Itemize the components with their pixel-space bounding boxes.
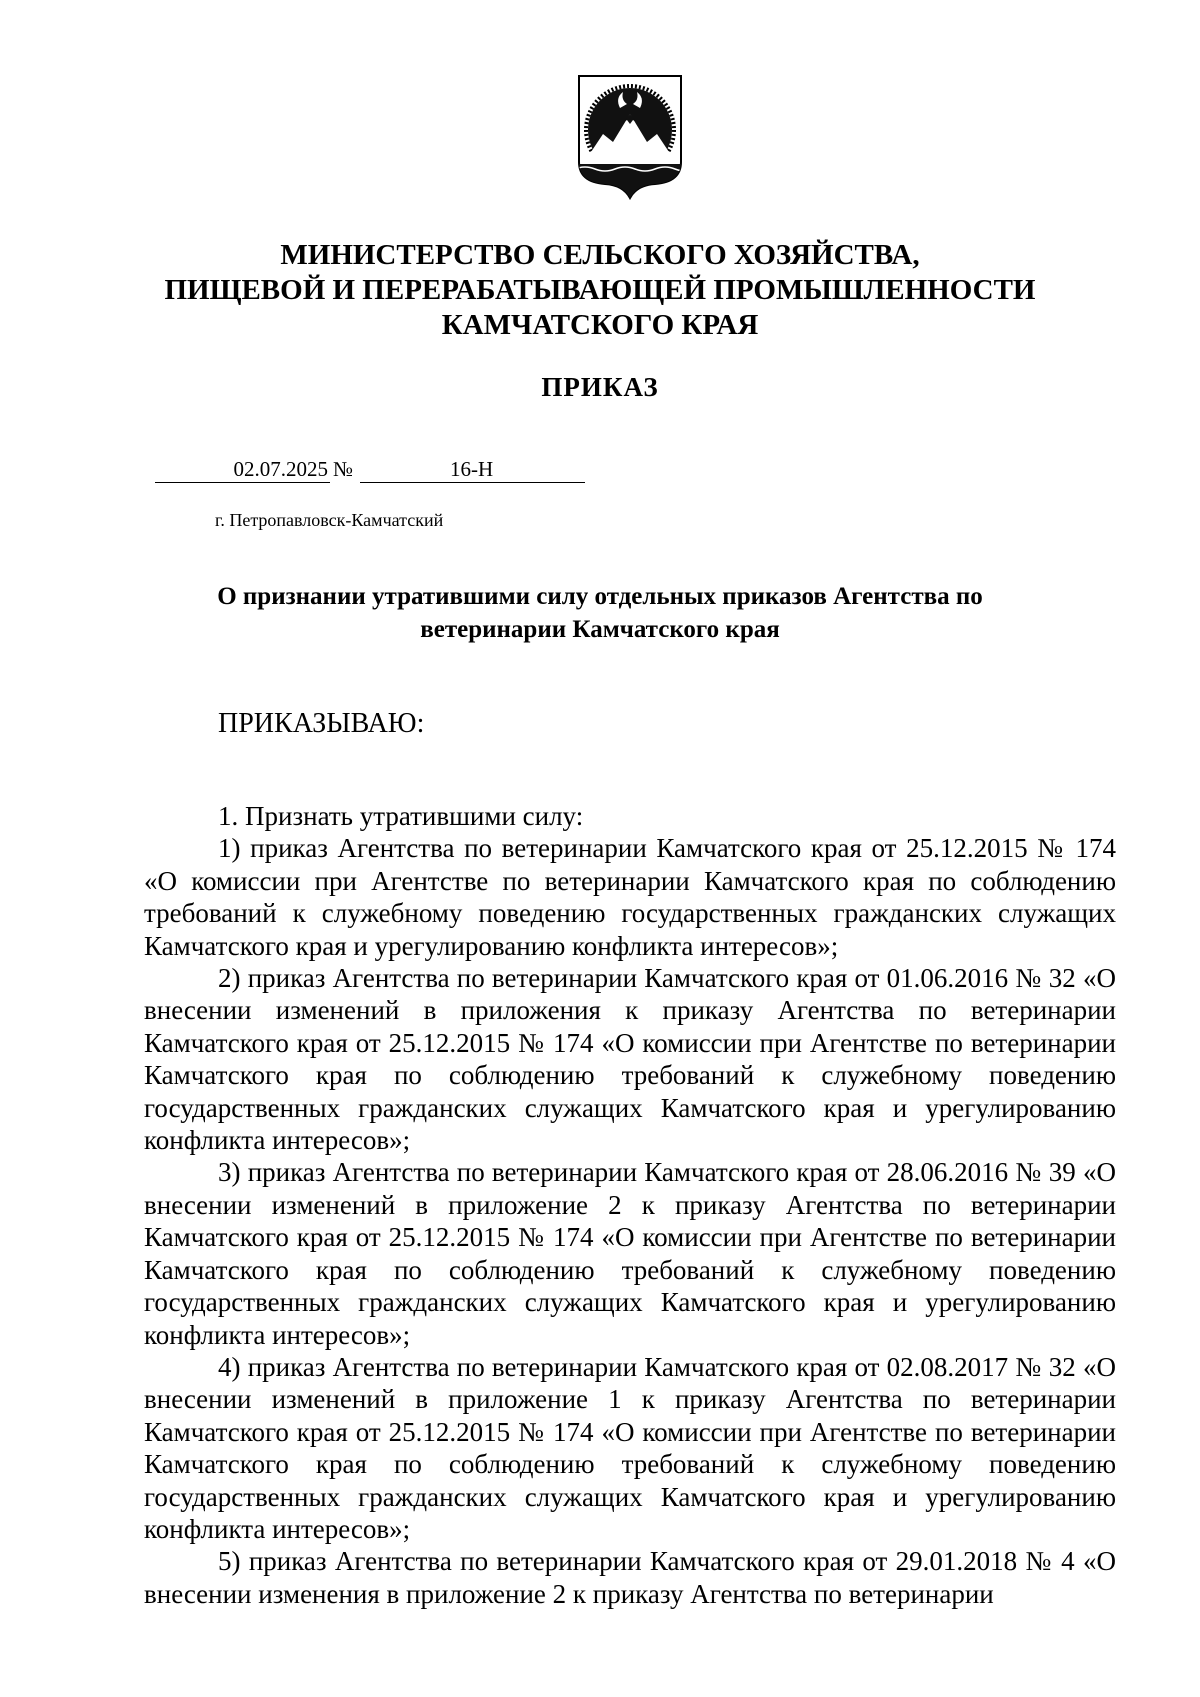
order-body	[144, 800, 1116, 1610]
order-subject	[150, 580, 1050, 646]
coat-of-arms-icon	[575, 72, 685, 202]
ministry-name-line-1: МИНИСТЕРСТВО СЕЛЬСКОГО ХОЗЯЙСТВА,	[280, 239, 920, 271]
order-number: 16-Н	[360, 456, 585, 483]
ministry-name-line-3: КАМЧАТСКОГО КРАЯ	[441, 309, 759, 341]
order-subject-line-2: ветеринарии Камчатского края	[420, 616, 780, 643]
list-item: 1) приказ Агентства по ветеринарии Камчатского края от 25.12.2015 № 174 «О комиссии при Агентстве по ветеринарии Камчатского края по соблюдению требований к служебному поведению государственных гражданских служащих Камчатского края и урегулированию конфликта интересов»;	[144, 833, 1116, 961]
list-item: 3) приказ Агентства по ветеринарии Камчатского края от 28.06.2016 № 39 «О внесении изменений в приложение 2 к приказу Агентства по ветеринарии Камчатского края от 25.12.2015 № 174 «О комиссии при Агентстве по ветеринарии Камчатского края по соблюдению требований к служебному поведению государственных гражданских служащих Камчатского края и урегулированию конфликта интересов»;	[144, 1157, 1116, 1350]
order-date: 02.07.2025	[155, 456, 330, 483]
list-item: 2) приказ Агентства по ветеринарии Камчатского края от 01.06.2016 № 32 «О внесении изменений в приложения к приказу Агентства по ветеринарии Камчатского края от 25.12.2015 № 174 «О комиссии при Агентстве по ветеринарии Камчатского края по соблюдению требований к служебному поведению государственных гражданских служащих Камчатского края и урегулированию конфликта интересов»;	[144, 963, 1116, 1156]
document-type: ПРИКАЗ	[541, 372, 659, 402]
order-directive: ПРИКАЗЫВАЮ:	[218, 708, 425, 739]
list-item: 5) приказ Агентства по ветеринарии Камчатского края от 29.01.2018 № 4 «О внесении изменения в приложение 2 к приказу Агентства по ветеринарии	[144, 1546, 1116, 1609]
point-1: 1. Признать утратившими силу:	[218, 801, 584, 831]
city-name: г. Петропавловск-Камчатский	[215, 510, 444, 530]
number-sign: №	[333, 457, 354, 481]
ministry-name-line-2: ПИЩЕВОЙ И ПЕРЕРАБАТЫВАЮЩЕЙ ПРОМЫШЛЕННОСТИ	[164, 274, 1036, 306]
ministry-name	[100, 238, 1100, 343]
order-subject-line-1: О признании утратившими силу отдельных приказов Агентства по	[217, 583, 983, 610]
list-item: 4) приказ Агентства по ветеринарии Камчатского края от 02.08.2017 № 32 «О внесении изменений в приложение 1 к приказу Агентства по ветеринарии Камчатского края от 25.12.2015 № 174 «О комиссии при Агентстве по ветеринарии Камчатского края по соблюдению требований к служебному поведению государственных гражданских служащих Камчатского края и урегулированию конфликта интересов»;	[144, 1351, 1116, 1544]
